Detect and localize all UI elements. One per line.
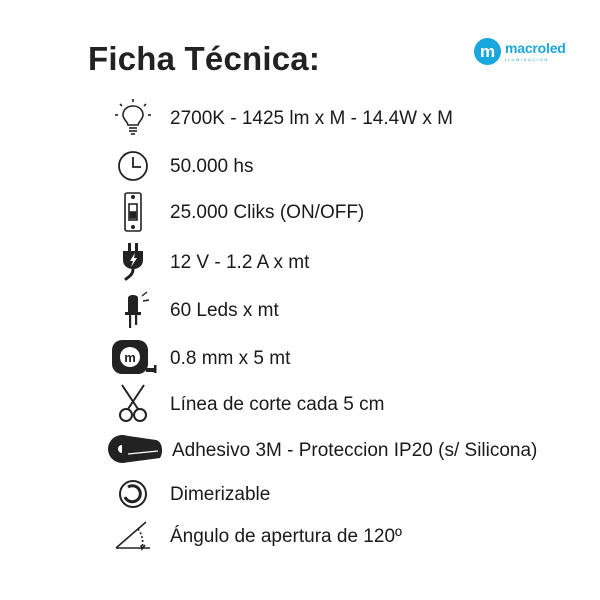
logo-tagline: ILUMINACION xyxy=(505,57,549,62)
spec-row-color-temperature xyxy=(0,98,600,138)
angle-icon xyxy=(108,516,158,556)
power-plug-icon xyxy=(108,242,158,282)
logo-mark-icon: m xyxy=(474,38,501,65)
spec-row-lifetime xyxy=(0,146,600,186)
spec-row-led-density xyxy=(0,290,600,330)
spec-text: Línea de corte cada 5 cm xyxy=(170,394,385,415)
spec-row-power xyxy=(0,242,600,282)
scissors-icon xyxy=(108,384,158,424)
spec-row-switch-cycles xyxy=(0,192,600,232)
spec-row-adhesive xyxy=(0,430,600,470)
spec-row-dimmable xyxy=(0,474,600,514)
switch-icon xyxy=(108,192,158,232)
spec-text: 12 V - 1.2 A x mt xyxy=(170,252,310,273)
svg-text:m: m xyxy=(124,350,136,365)
spec-row-dimensions xyxy=(0,338,600,378)
spec-text: Ángulo de apertura de 120º xyxy=(170,526,402,547)
spec-text: 0.8 mm x 5 mt xyxy=(170,348,291,369)
spec-text: 25.000 Cliks (ON/OFF) xyxy=(170,202,365,223)
adhesive-tape-icon xyxy=(104,430,166,470)
spec-text: 50.000 hs xyxy=(170,156,254,177)
light-bulb-icon xyxy=(108,98,158,138)
spec-text: 60 Leds x mt xyxy=(170,300,279,321)
spec-row-beam-angle xyxy=(0,516,600,556)
spec-text: 2700K - 1425 lm x M - 14.4W x M xyxy=(170,108,453,129)
spec-row-cut-line xyxy=(0,384,600,424)
brand-logo xyxy=(474,38,566,65)
spec-text: Adhesivo 3M - Proteccion IP20 (s/ Silicona) xyxy=(172,440,538,461)
clock-icon xyxy=(108,146,158,186)
page-title: Ficha Técnica: xyxy=(88,40,321,77)
tape-measure-icon xyxy=(108,338,158,378)
spec-text: Dimerizable xyxy=(170,484,271,505)
logo-name: macroled xyxy=(505,40,566,56)
dimmer-icon xyxy=(108,474,158,514)
led-icon xyxy=(108,290,158,330)
